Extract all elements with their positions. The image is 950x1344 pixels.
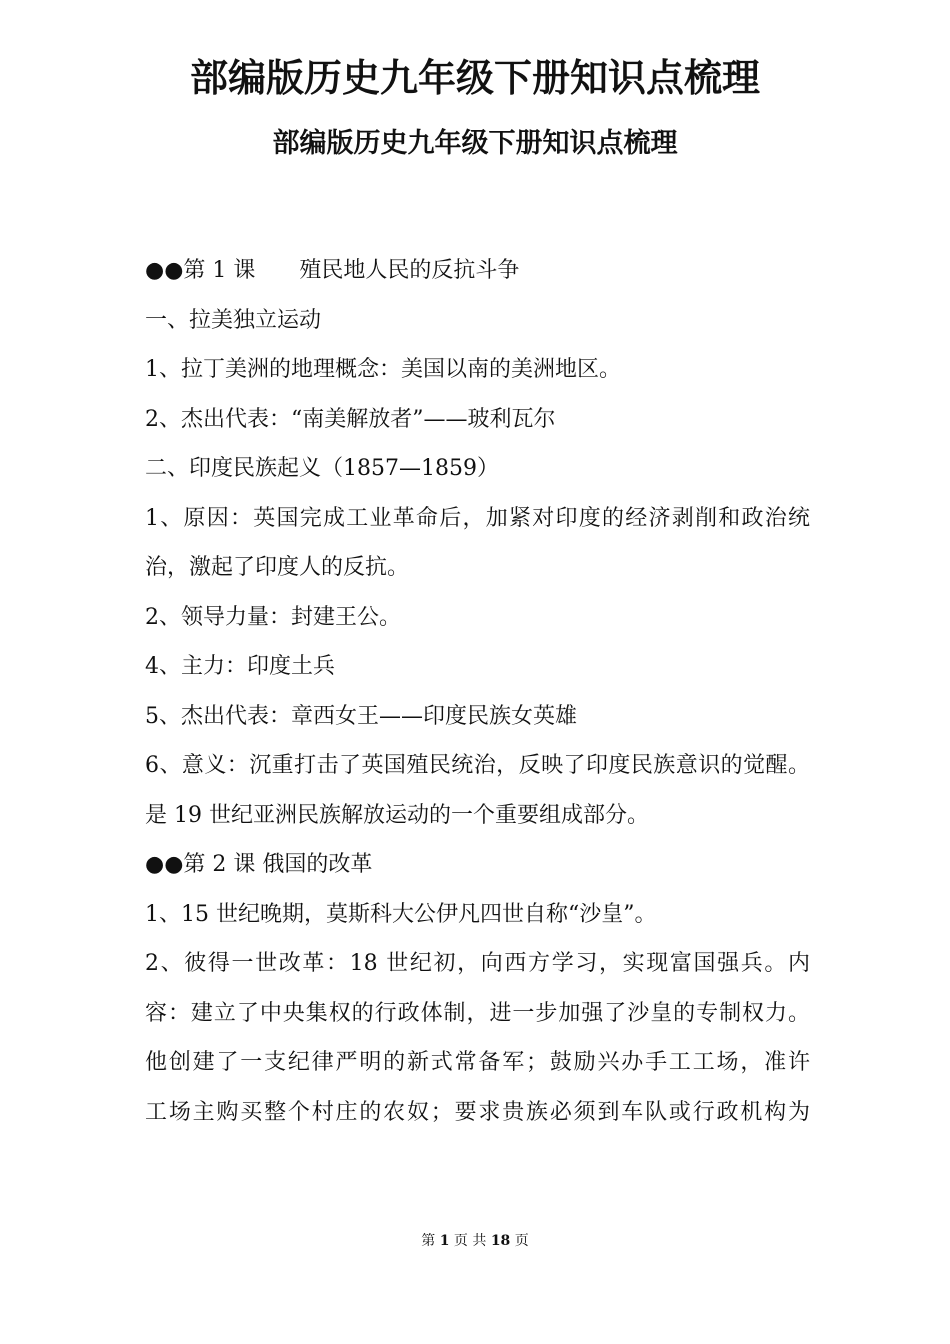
paragraph-line: 他创建了一支纪律严明的新式常备军；鼓励兴办手工工场，准许 xyxy=(145,1050,810,1075)
lesson-2-heading: ●●第 2 课 俄国的改革 xyxy=(145,852,373,877)
paragraph-line: 6、意义：沉重打击了英国殖民统治，反映了印度民族意识的觉醒。 xyxy=(145,753,810,778)
paragraph-line: 2、彼得一世改革：18 世纪初，向西方学习，实现富国强兵。内 xyxy=(145,951,810,976)
paragraph-line: 治，激起了印度人的反抗。 xyxy=(145,555,410,580)
footer-middle: 页 共 xyxy=(453,1233,487,1249)
paragraph-line: 1、拉丁美洲的地理概念：美国以南的美洲地区。 xyxy=(145,357,621,382)
current-page-number: 1 xyxy=(439,1233,450,1249)
footer-prefix: 第 xyxy=(421,1233,436,1249)
total-pages-number: 18 xyxy=(490,1233,511,1249)
footer-suffix: 页 xyxy=(514,1233,529,1249)
document-subtitle: 部编版历史九年级下册知识点梳理 xyxy=(272,128,678,159)
paragraph-line: 1、15 世纪晚期，莫斯科大公伊凡四世自称“沙皇”。 xyxy=(145,901,657,927)
paragraph-line: 2、杰出代表：“南美解放者”——玻利瓦尔 xyxy=(145,406,556,432)
paragraph-line: 工场主购买整个村庄的农奴；要求贵族必须到车队或行政机构为 xyxy=(145,1099,810,1125)
paragraph-line: 1、原因：英国完成工业革命后，加紧对印度的经济剥削和政治统 xyxy=(145,505,810,531)
paragraph-line: 5、杰出代表：章西女王——印度民族女英雄 xyxy=(145,703,577,729)
page-footer xyxy=(0,1230,950,1252)
lesson-1-heading: ●●第 1 课 殖民地人民的反抗斗争 xyxy=(145,258,520,283)
paragraph-line: 容：建立了中央集权的行政体制，进一步加强了沙皇的专制权力。 xyxy=(145,1000,810,1026)
paragraph-line: 2、领导力量：封建王公。 xyxy=(145,604,401,630)
paragraph-line: 是 19 世纪亚洲民族解放运动的一个重要组成部分。 xyxy=(145,802,649,828)
paragraph-line: 4、主力：印度土兵 xyxy=(145,654,335,679)
document-title: 部编版历史九年级下册知识点梳理 xyxy=(189,56,760,100)
section-heading: 二、印度民族起义（1857—1859） xyxy=(145,456,499,481)
document-body xyxy=(145,246,810,1137)
section-heading: 一、拉美独立运动 xyxy=(145,307,322,333)
